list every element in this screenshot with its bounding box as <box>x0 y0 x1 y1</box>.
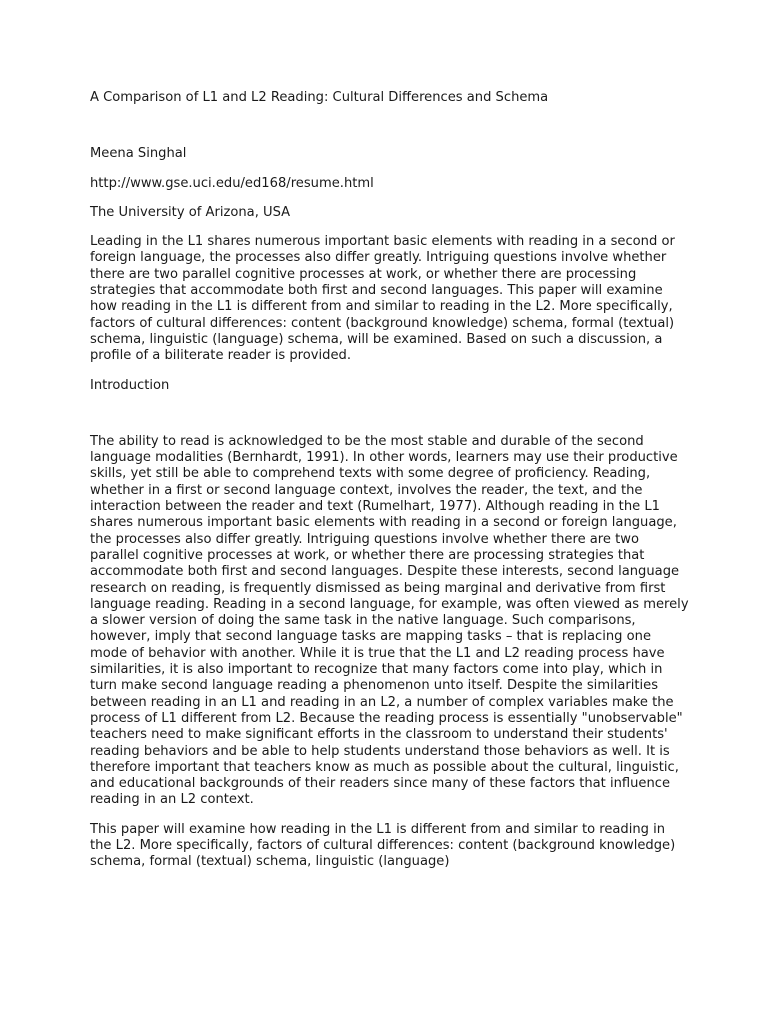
author-name: Meena Singhal <box>90 146 187 162</box>
author-url: http://www.gse.uci.edu/ed168/resume.html <box>90 175 374 191</box>
body-paragraph: The ability to read is acknowledged to be the most stable and durable of the second language modalities (Bernhardt, 1991). In other words, learners may use their productive skills, yet still be able to comprehend texts with some degree of proficiency. Reading, whether in a first or second language context, involves the reader, the text, and the interaction between the reader and text (Rumelhart, 1977). Although reading in the L1 shares numerous important basic elements with reading in a second or foreign language, the processes also differ greatly. Intriguing questions involve whether there are two parallel cognitive processes at work, or whether there are processing strategies that accommodate both first and second languages. Despite these interests, second language research on reading, is frequently dismissed as being marginal and derivative from first language reading. Reading in a second language, for example, was often viewed as merely a slower version of doing the same task in the native language. Such comparisons, however, imply that second language tasks are mapping tasks – that is replacing one mode of behavior with another. While it is true that the L1 and L2 reading process have similarities, it is also important to recognize that many factors come into play, which in turn make second language reading a phenomenon unto itself. Despite the similarities between reading in an L1 and reading in an L2, a number of complex variables make the process of L1 different from L2. Because the reading process is essentially "unobservable" teachers need to make significant efforts in the classroom to understand their students' reading behaviors and be able to help students understand those behaviors as well. It is therefore important that teachers know as much as possible about the cultural, linguistic, and educational backgrounds of their readers since many of these factors that influence reading in an L2 context. <box>90 433 689 808</box>
document-title: A Comparison of L1 and L2 Reading: Cultural Differences and Schema <box>90 90 549 105</box>
section-heading-introduction: Introduction <box>90 377 170 393</box>
author-affiliation: The University of Arizona, USA <box>90 204 291 220</box>
body-paragraph: This paper will examine how reading in the L1 is different from and similar to reading in the L2. More specifically, factors of cultural differences: content (background knowledge) schema, formal (textual) schema, linguistic (language) <box>90 821 676 870</box>
document-body <box>90 90 690 871</box>
abstract-paragraph: Leading in the L1 shares numerous important basic elements with reading in a second or foreign language, the processes also differ greatly. Intriguing questions involve whether there are two parallel cognitive processes at work, or whether there are processing strategies that accommodate both first and second languages. This paper will examine how reading in the L1 is different from and similar to reading in the L2. More specifically, factors of cultural differences: content (background knowledge) schema, formal (textual) schema, linguistic (language) schema, will be examined. Based on such a discussion, a profile of a biliterate reader is provided. <box>90 234 675 364</box>
